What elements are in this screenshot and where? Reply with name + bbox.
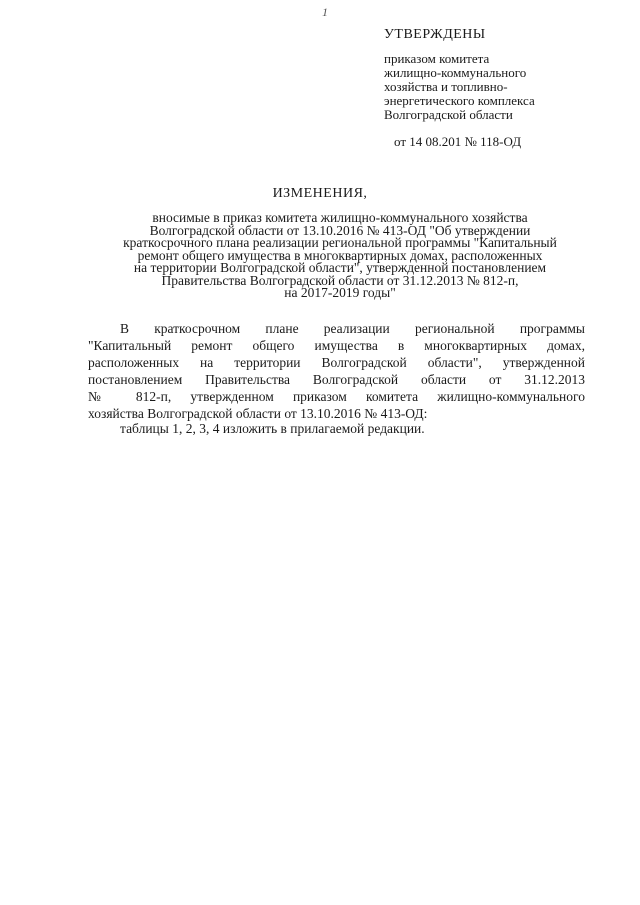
subject-line: Правительства Волгоградской области от 31.12.2013 № 812-п,	[161, 272, 519, 288]
page-mark: 1	[322, 5, 328, 19]
body-paragraph	[88, 320, 585, 422]
approval-line: Волгоградской области	[384, 107, 513, 122]
approval-line: энергетического комплекса	[384, 93, 535, 108]
instruction-line: таблицы 1, 2, 3, 4 изложить в прилагаемой редакции.	[120, 421, 425, 436]
approval-line: жилищно-коммунального	[384, 65, 527, 80]
approval-block	[384, 28, 624, 122]
subject-line: ремонт общего имущества в многоквартирных домах, расположенных	[137, 247, 543, 263]
paragraph-line: расположенных на территории Волгоградской области", утвержденной	[88, 355, 585, 370]
paragraph-line: постановлением Правительства Волгоградской области от 31.12.2013	[88, 372, 585, 387]
approval-line: приказом комитета	[384, 51, 490, 66]
subject-line: Волгоградской области от 13.10.2016 № 413-ОД "Об утверждении	[149, 222, 531, 238]
approval-date: от 14 08.201 № 118-ОД	[394, 134, 522, 149]
subject-line: на 2017-2019 годы"	[284, 285, 396, 300]
paragraph-line: № 812-п, утвержденном приказом комитета жилищно-коммунального	[88, 389, 585, 404]
paragraph-line: хозяйства Волгоградской области от 13.10.2016 № 413-ОД:	[88, 406, 428, 421]
subject-line: на территории Волгоградской области", утвержденной постановлением	[133, 260, 547, 275]
subject-line: вносимые в приказ комитета жилищно-коммунального хозяйства	[152, 210, 528, 225]
subject-line: краткосрочного плана реализации региональной программы "Капитальный	[123, 235, 557, 250]
document-title: ИЗМЕНЕНИЯ,	[272, 186, 368, 201]
document-subject	[80, 212, 600, 300]
paragraph-line: В краткосрочном плане реализации региональной программы	[120, 321, 585, 336]
approval-line: хозяйства и топливно-	[384, 79, 508, 94]
paragraph-line: "Капитальный ремонт общего имущества в многоквартирных домах,	[88, 338, 585, 353]
approval-title: УТВЕРЖДЕНЫ	[384, 27, 486, 42]
